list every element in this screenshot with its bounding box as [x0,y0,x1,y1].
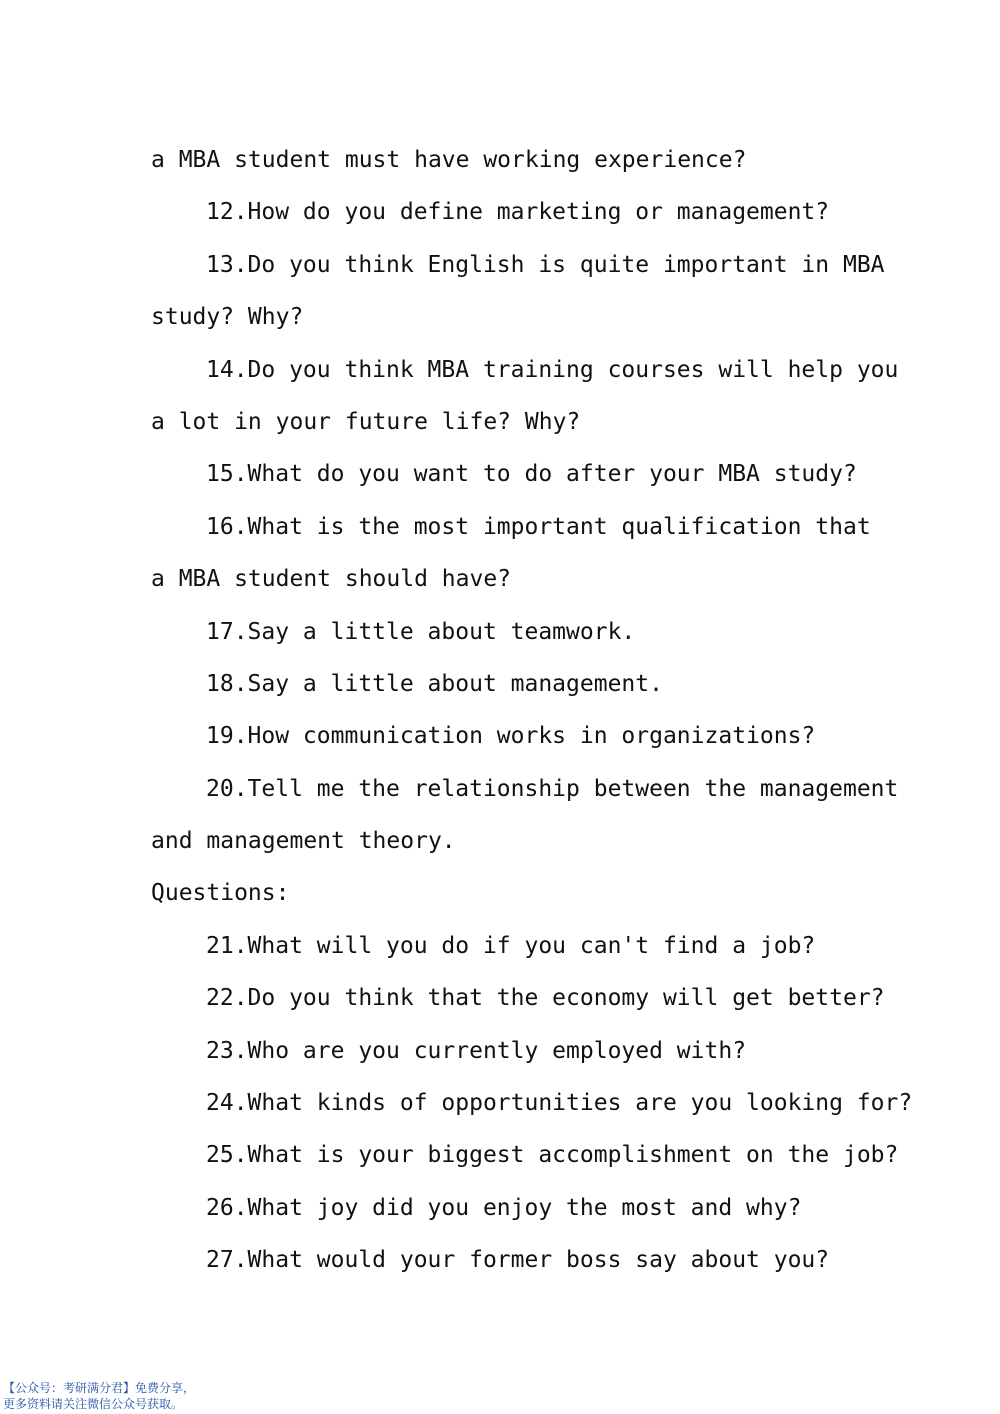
text-line: a MBA student should have? [151,566,512,593]
section-heading: Questions: [151,880,290,907]
question-15: 15.What do you want to do after your MBA study? [206,461,857,488]
question-21: 21.What will you do if you can't find a job? [206,932,816,959]
footer-watermark [3,1380,195,1412]
question-22: 22.Do you think that the economy will get better? [206,985,885,1012]
question-13: 13.Do you think English is quite important in MBA [206,251,885,278]
question-26: 26.What joy did you enjoy the most and why? [206,1194,802,1221]
question-18: 18.Say a little about management. [206,670,663,697]
question-20: 20.Tell me the relationship between the management [206,775,899,802]
question-14: 14.Do you think MBA training courses will help you [206,356,899,383]
question-23: 23.Who are you currently employed with? [206,1037,747,1064]
footer-line-2: 更多资料请关注微信公众号获取。 [3,1397,184,1411]
question-24: 24.What kinds of opportunities are you looking for? [206,1090,913,1117]
text-line: study? Why? [151,304,304,331]
text-line: and management theory. [151,828,456,855]
question-27: 27.What would your former boss say about you? [206,1247,830,1274]
question-19: 19.How communication works in organizations? [206,723,816,750]
question-25: 25.What is your biggest accomplishment on the job? [206,1142,899,1169]
question-17: 17.Say a little about teamwork. [206,618,636,645]
text-line: a MBA student must have working experience? [151,147,747,173]
text-line: a lot in your future life? Why? [151,408,581,435]
question-12: 12.How do you define marketing or management? [206,199,830,226]
footer-line-1: 【公众号：考研满分君】免费分享， [3,1381,196,1395]
question-16: 16.What is the most important qualification that [206,513,871,540]
document-body [151,134,913,1287]
